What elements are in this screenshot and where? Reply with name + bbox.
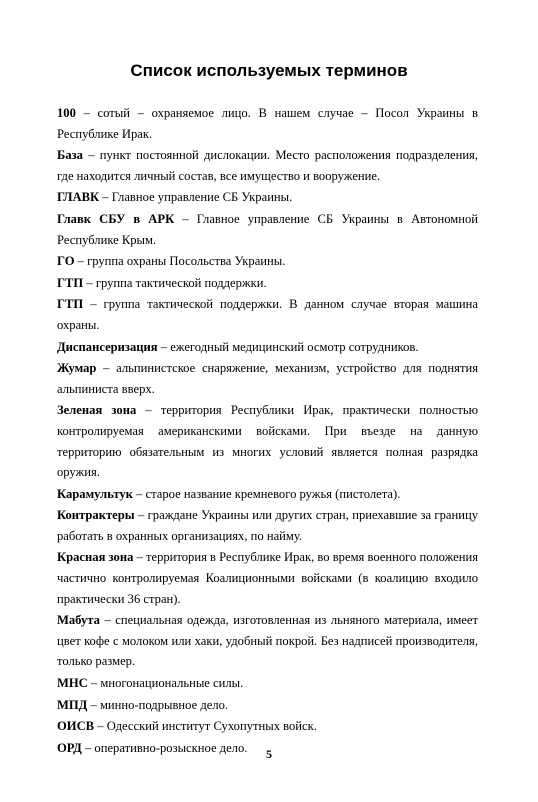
term-entry: [57, 209, 478, 250]
term-entry: [57, 695, 478, 716]
term-entry: [57, 103, 478, 144]
term-entry: [57, 716, 478, 737]
term-name: База: [57, 148, 83, 163]
term-name: ОРД: [57, 740, 82, 755]
term-definition: – Одесский институт Сухопутных войск.: [94, 719, 317, 734]
term-definition: – территория в Республике Ирак, во время военного положения частично контролируемая Коалиционными войсками (в коалицию входило практически 36 стран).: [57, 550, 479, 606]
term-name: ГТП: [57, 275, 84, 290]
term-entry: [57, 610, 478, 672]
term-entry: [57, 187, 478, 208]
term-name: ГО: [57, 254, 75, 269]
term-name: МНС: [57, 676, 88, 691]
term-entry: [57, 294, 478, 335]
term-definition: – Главное управление СБ Украины.: [99, 190, 293, 205]
term-entry: [57, 673, 478, 694]
term-name: Красная зона: [57, 550, 134, 565]
term-entry: [57, 547, 478, 609]
term-entry: [57, 505, 478, 546]
term-name: ГЛАВК: [57, 190, 100, 205]
term-name: 100: [57, 106, 76, 120]
term-name: МПД: [57, 697, 88, 712]
term-name: Диспансеризация: [57, 339, 158, 354]
term-name: Мабута: [57, 613, 100, 628]
term-name: Зеленая зона: [57, 403, 137, 418]
term-definition: – альпинистское снаряжение, механизм, устройство для поднятия альпиниста вверх.: [57, 361, 478, 396]
term-name: Жумар: [57, 361, 97, 376]
term-definition: – группа тактической поддержки.: [83, 275, 267, 290]
term-list: [57, 103, 478, 759]
term-name: ОИСВ: [57, 719, 95, 734]
term-entry: [57, 273, 478, 294]
term-definition: – территория Республики Ирак, практически полностью контролируемая американскими войсками. При въезде на данную территорию обязательным из многих условий является полная разрядка оружия.: [57, 403, 478, 480]
term-name: Карамультук: [57, 486, 133, 501]
term-entry: [57, 400, 478, 482]
term-definition: – группа тактической поддержки. В данном случае вторая машина охраны.: [57, 297, 478, 332]
term-definition: – многонациональные силы.: [87, 676, 244, 691]
term-entry: [57, 358, 478, 399]
term-entry: [57, 484, 478, 505]
term-definition: – Главное управление СБ Украины в Автономной Республике Крым.: [57, 211, 478, 247]
term-definition: – сотый – охраняемое лицо. В нашем случае – Посол Украины в Республике Ирак.: [57, 106, 478, 141]
term-name: ГТП: [57, 297, 84, 312]
term-definition: – граждане Украины или других стран, приехавшие за границу работать в охранных организациях, по найму.: [57, 508, 478, 543]
term-definition: – ежегодный медицинский осмотр сотрудников.: [157, 339, 419, 354]
term-definition: – оперативно-розыскное дело.: [81, 740, 248, 755]
term-definition: – пункт постоянной дислокации. Место расположения подразделения, где находится личный состав, все имущество и вооружение.: [57, 148, 478, 183]
term-entry: [57, 145, 478, 186]
term-definition: – специальная одежда, изготовленная из льняного материала, имеет цвет кофе с молоком или хаки, удобный покрой. Без надписей производителя, только размер.: [57, 613, 478, 669]
term-definition: – группа охраны Посольства Украины.: [74, 254, 286, 269]
term-name: Контрактеры: [57, 508, 135, 523]
term-entry: [57, 337, 478, 358]
term-entry: [57, 251, 478, 272]
page-title: Список используемых терминов: [130, 61, 408, 80]
page-number: 5: [266, 747, 272, 761]
term-definition: – старое название кремневого ружья (пистолета).: [132, 486, 401, 501]
term-name: Главк СБУ в АРК: [57, 211, 175, 226]
term-definition: – минно-подрывное дело.: [87, 697, 229, 712]
